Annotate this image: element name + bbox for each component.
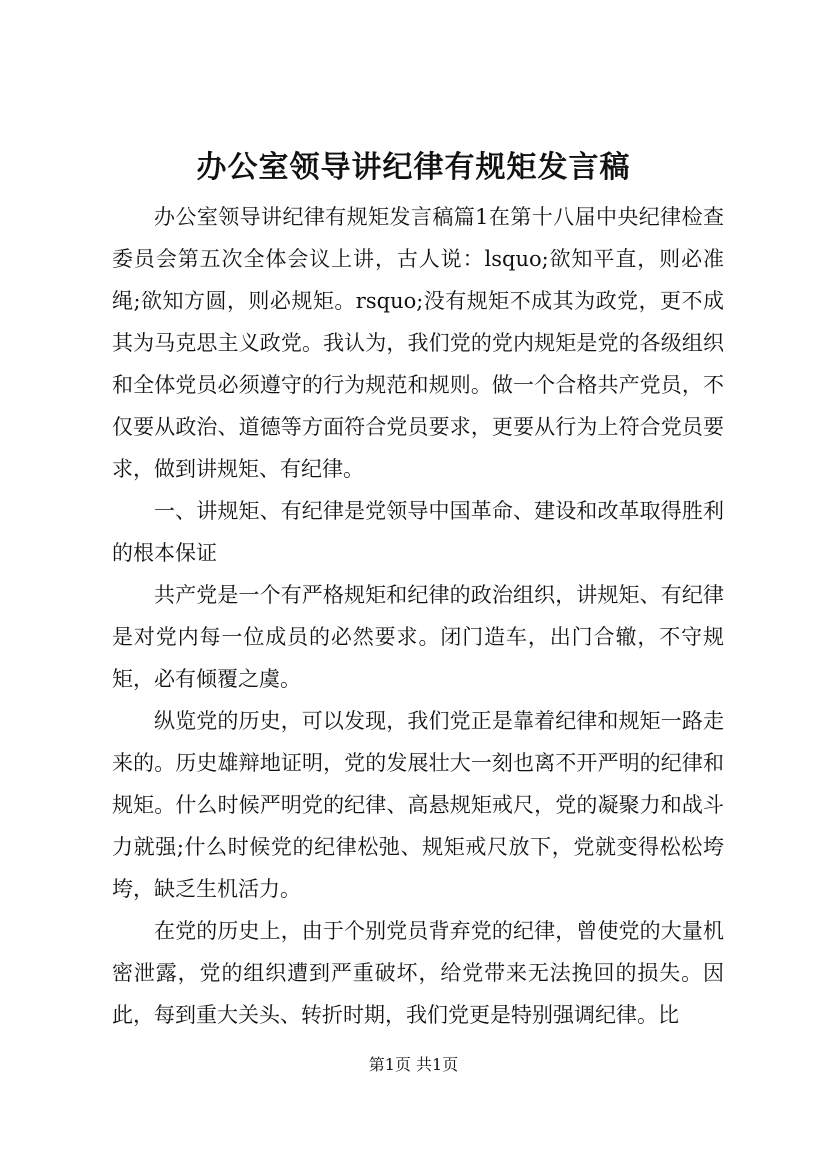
paragraph-party-discipline: 共产党是一个有严格规矩和纪律的政治组织，讲规矩、有纪律是对党内每一位成员的必然要求。闭门造车，出门合辙，不守规矩，必有倾覆之虞。 xyxy=(112,583,724,691)
paragraph-party-history: 纵览党的历史，可以发现，我们党正是靠着纪律和规矩一路走来的。历史雄辩地证明，党的发展壮大一刻也离不开严明的纪律和规矩。什么时候严明党的纪律、高悬规矩戒尺，党的凝聚力和战斗力就强;什么时候党的纪律松弛、规矩戒尺放下，党就变得松松垮垮，缺乏生机活力。 xyxy=(112,709,724,901)
paragraph-intro: 办公室领导讲纪律有规矩发言稿篇1在第十八届中央纪律检查委员会第五次全体会议上讲，古人说：lsquo;欲知平直，则必准绳;欲知方圆，则必规矩。rsquo;没有规矩不成其为政党，更不成其为马克思主义政党。我认为，我们党的党内规矩是党的各级组织和全体党员必须遵守的行为规范和规则。做一个合格共产党员，不仅要从政治、道德等方面符合党员要求，更要从行为上符合党员要求，做到讲规矩、有纪律。 xyxy=(112,205,724,481)
document-body xyxy=(112,196,724,1036)
page-footer: 第1页 共1页 xyxy=(368,1055,459,1074)
document-title: 办公室领导讲纪律有规矩发言稿 xyxy=(196,150,631,185)
paragraph-section-heading: 一、讲规矩、有纪律是党领导中国革命、建设和改革取得胜利的根本保证 xyxy=(112,499,724,565)
paragraph-historical-lessons: 在党的历史上，由于个别党员背弃党的纪律，曾使党的大量机密泄露，党的组织遭到严重破坏，给党带来无法挽回的损失。因此，每到重大关头、转折时期，我们党更是特别强调纪律。比 xyxy=(112,919,724,1027)
